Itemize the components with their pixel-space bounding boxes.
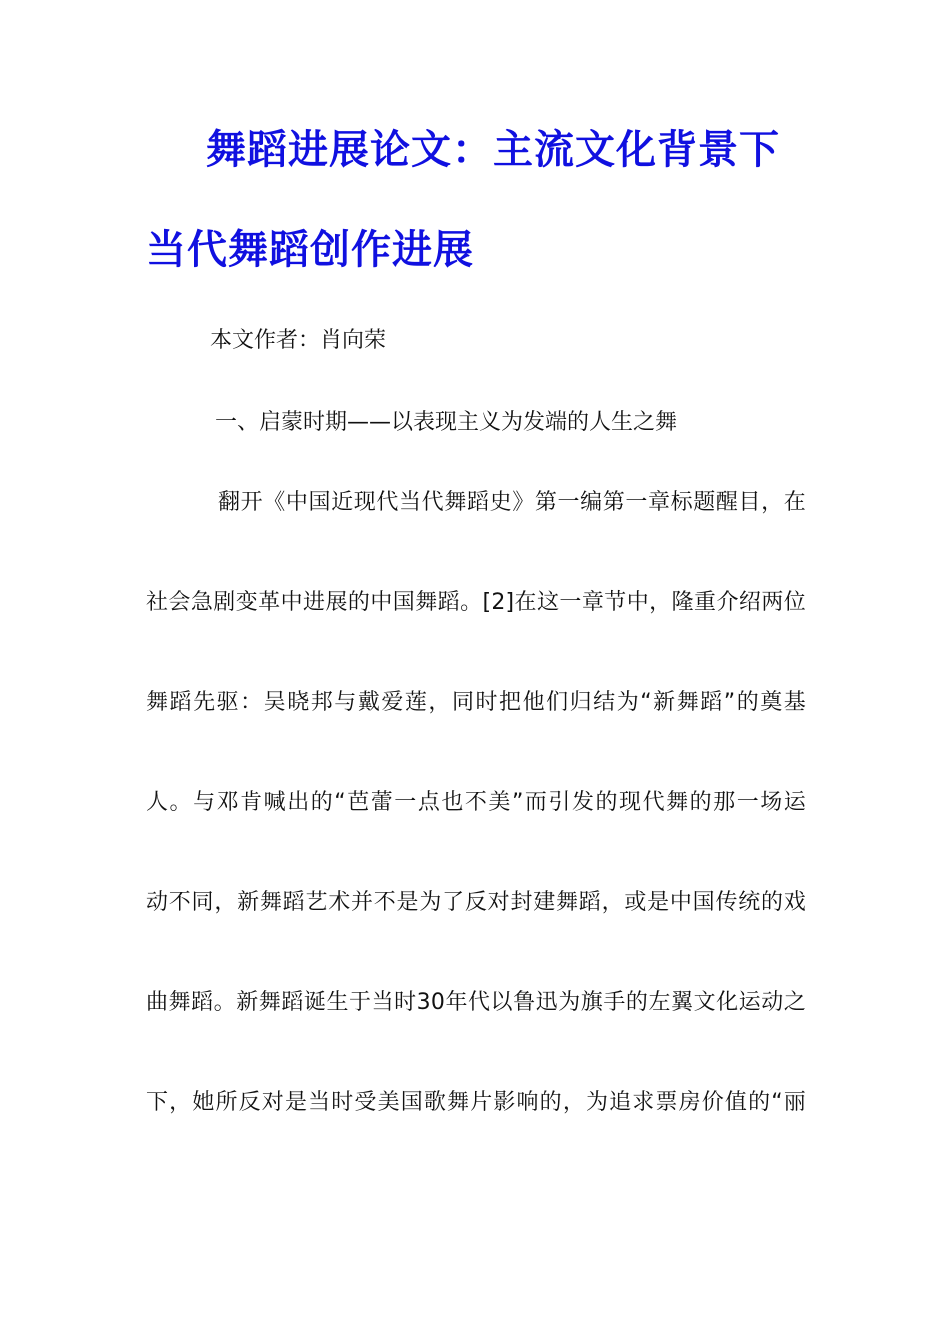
- document-title-line-2: 当代舞蹈创作进展: [146, 226, 474, 273]
- document-title-line-1: 舞蹈进展论文：主流文化背景下: [206, 126, 780, 173]
- body-line: 人。与邓肯喊出的“芭蕾一点也不美”而引发的现代舞的那一场运: [146, 790, 806, 815]
- author-line: 本文作者：肖向荣: [210, 328, 387, 353]
- section-heading: 一、启蒙时期——以表现主义为发端的人生之舞: [215, 410, 678, 435]
- body-line: 舞蹈先驱：吴晓邦与戴爱莲，同时把他们归结为“新舞蹈”的奠基: [146, 690, 806, 715]
- body-line: 曲舞蹈。新舞蹈诞生于当时30年代以鲁迅为旗手的左翼文化运动之: [146, 990, 806, 1015]
- body-line: 下，她所反对是当时受美国歌舞片影响的，为追求票房价值的“丽: [146, 1090, 806, 1115]
- body-line: 社会急剧变革中进展的中国舞蹈。[2]在这一章节中，隆重介绍两位: [146, 590, 806, 615]
- body-line: 动不同，新舞蹈艺术并不是为了反对封建舞蹈，或是中国传统的戏: [146, 890, 806, 915]
- body-line: 翻开《中国近现代当代舞蹈史》第一编第一章标题醒目，在: [218, 490, 806, 515]
